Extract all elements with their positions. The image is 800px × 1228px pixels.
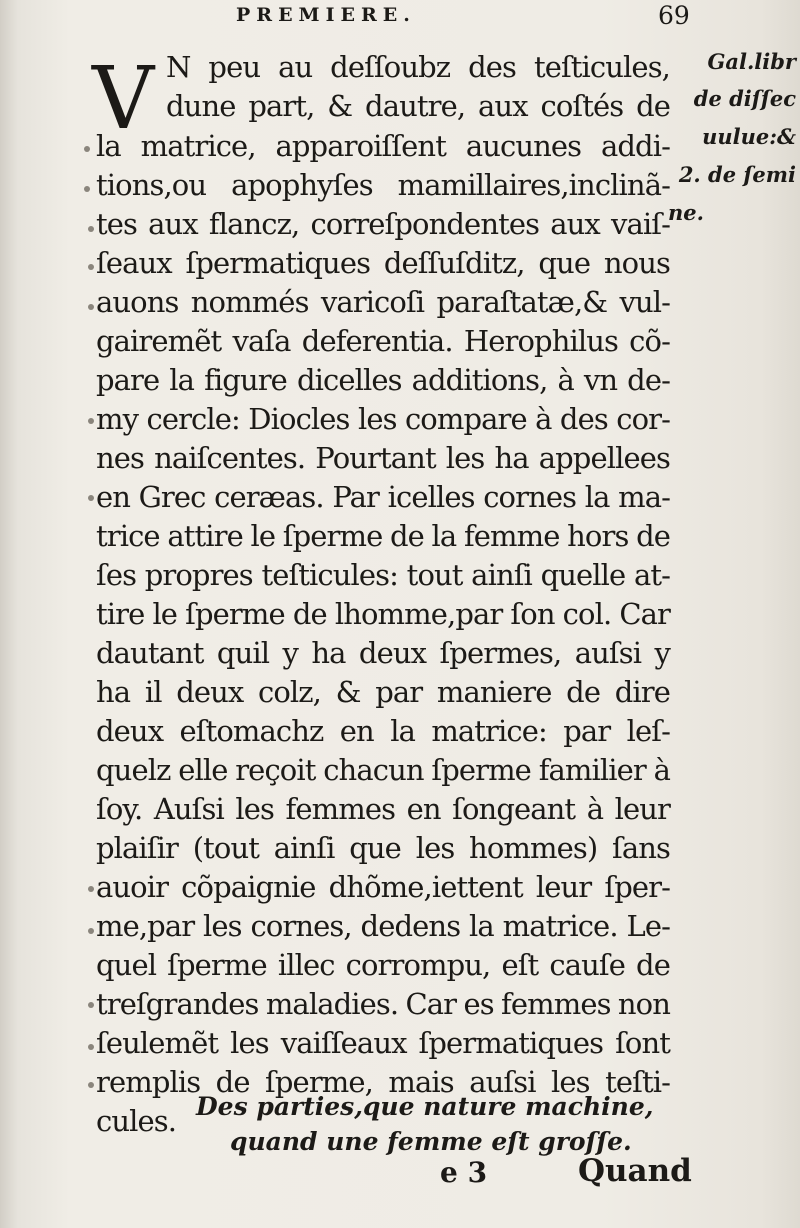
text-line: auoir cõpaignie dhõme,iettent leur ſper- (96, 870, 670, 904)
text-line: tes aux flancz, correſpondentes aux vaiſ- (96, 207, 670, 241)
text-line: ſoy. Auſsi les femmes en ſongeant à leur (96, 792, 670, 826)
text-line: ſeaux ſpermatiques deſſuſditz, que nous (96, 246, 670, 280)
text-line: en Grec ceræas. Par icelles cornes la ma- (96, 480, 670, 514)
catchword: Quand (578, 1153, 692, 1189)
text-line: dune part, & dautre, aux coſtés de (166, 89, 670, 123)
margin-dot (88, 1082, 94, 1088)
margin-note-line: 2. de ſemi (678, 162, 796, 187)
margin-note-line: Gal.libr (707, 49, 796, 74)
text-line: treſgrandes maladies. Car es femmes non (96, 987, 670, 1021)
text-line: gairemẽt vaſa deferentia. Herophilus cõ- (96, 324, 670, 358)
margin-dot (88, 1002, 94, 1008)
text-line: auons nommés varicoſi paraſtatæ,& vul- (96, 285, 670, 319)
margin-dot (88, 264, 94, 270)
margin-note-line: uulue:& (702, 124, 796, 149)
margin-dot (88, 886, 94, 892)
text-line: nes naiſcentes. Pourtant les ha appellees (96, 441, 670, 475)
signature-mark: e 3 (440, 1156, 488, 1189)
margin-dot (88, 928, 94, 934)
margin-dot (88, 418, 94, 424)
text-line: ſeulemẽt les vaiſſeaux ſpermatiques ſont (96, 1026, 670, 1060)
text-line: me,par les cornes, dedens la matrice. Le- (96, 909, 670, 943)
text-line: ha il deux colz, & par maniere de dire (96, 675, 670, 709)
margin-dot (88, 495, 94, 501)
text-line: N peu au deſſoubz des teſticules, (166, 50, 670, 84)
margin-dot (88, 226, 94, 232)
text-line: cules. (96, 1104, 177, 1138)
drop-capital: V (92, 49, 155, 149)
text-line: la matrice, apparoiſſent aucunes addi- (96, 129, 670, 163)
text-line: dautant quil y ha deux ſpermes, auſsi y (96, 636, 670, 670)
section-heading-line-2: quand une femme eſt groſſe. (230, 1127, 632, 1156)
margin-dot (88, 1044, 94, 1050)
text-line: trice attire le ſperme de la femme hors de (96, 519, 670, 553)
text-line: pare la figure dicelles additions, à vn de- (96, 363, 670, 397)
text-line: plaiſir (tout ainſi que les hommes) ſans (96, 831, 670, 865)
margin-dot (84, 186, 90, 192)
margin-note-line: ne. (668, 200, 704, 225)
text-line: quel ſperme illec corrompu, eſt cauſe de (96, 948, 670, 982)
margin-note-line: de diſſec (693, 86, 796, 111)
text-line: tions,ou apophyſes mamillaires,inclinã- (96, 168, 670, 202)
text-line: tire le ſperme de lhomme,par ſon col. Car (96, 597, 670, 631)
section-heading-line-1: Des parties,que nature machine, (196, 1092, 654, 1121)
text-line: my cercle: Diocles les compare à des cor- (96, 402, 670, 436)
text-line: ſes propres teſticules: tout ainſi quelle at- (96, 558, 670, 592)
page-number: 69 (658, 1, 690, 30)
text-line: remplis de ſperme, mais auſsi les teſti- (96, 1065, 670, 1099)
text-line: deux eſtomachz en la matrice: par leſ- (96, 714, 670, 748)
running-head: PREMIERE. (236, 4, 416, 26)
text-line: quelz elle reçoit chacun ſperme familier à (96, 753, 670, 787)
margin-dot (88, 304, 94, 310)
margin-dot (84, 146, 90, 152)
